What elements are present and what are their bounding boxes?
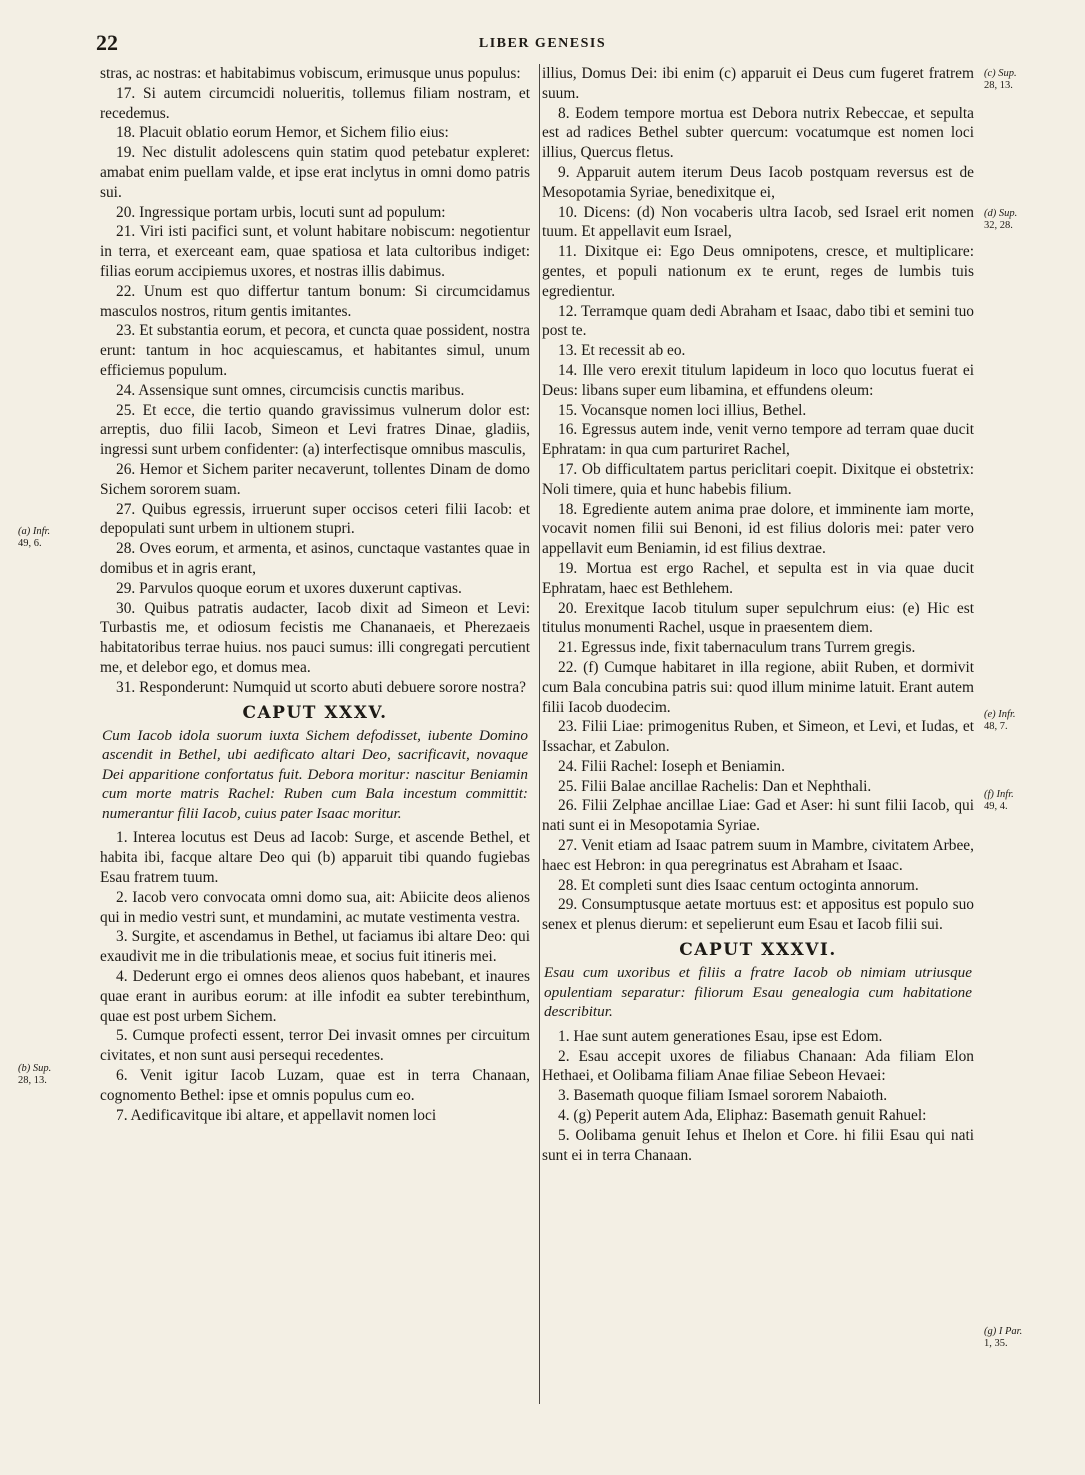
margin-note-c-label: (c) Sup. (984, 68, 1017, 79)
margin-note-d (984, 208, 1059, 232)
verse-35-19: 19. Mortua est ergo Rachel, et sepulta est in via quae ducit Ephratam, haec est Bethlehem. (542, 559, 974, 597)
verse-35-3: 3. Surgite, et ascendamus in Bethel, ut faciamus ibi altare Deo: qui exaudivit me in die tribulationis meae, et socius fuit itineris mei. (100, 928, 530, 966)
margin-note-b (18, 1063, 96, 1087)
verse-35-16: 16. Egressus autem inde, venit verno tempore ad terram quae ducit Ephratam: in qua cum parturiret Rachel, (542, 421, 974, 459)
margin-note-b-label: (b) Sup. (18, 1063, 52, 1074)
verse-34-19: 19. Nec distulit adolescens quin statim quod petebatur expleret: amabat enim puellam valde, et ipse erat inclytus in omni domo patris sui. (100, 144, 530, 201)
verse-34-20: 20. Ingressique portam urbis, locuti sunt ad populum: (116, 203, 446, 221)
margin-note-e (984, 709, 1059, 733)
verse-34-27: 27. Quibus egressis, irruerunt super occisos ceteri filii Iacob: et depopulati sunt urbem in ultionem stupri. (100, 500, 530, 538)
verse-34-25: 25. Et ecce, die tertio quando gravissimus vulnerum dolor est: arreptis, duo filii Iacob, Simeon et Levi fratres Dinae, gladiis, ingressi sunt urbem confidenter: (a) interfectisque omnibus masculis, (100, 401, 530, 459)
margin-note-e-ref: 48, 7. (984, 721, 1008, 732)
verse-36-3: 3. Basemath quoque filiam Ismael sororem Nabaioth. (558, 1087, 888, 1105)
chapter-summary-36: Esau cum uxoribus et filiis a fratre Iacob ob nimiam utriusque opulentiam separatur: filiorum Esau genealogia cum habitatione describitur. (544, 964, 972, 1021)
margin-note-d-ref: 32, 28. (984, 220, 1013, 231)
verse-35-14: 14. Ille vero erexit titulum lapideum in loco quo locutus fuerat ei Deus: libans super eum libamina, et effundens oleum: (542, 361, 974, 399)
verse-35-12: 12. Terramque quam dedi Abraham et Isaac, dabo tibi et semini tuo post te. (542, 302, 974, 340)
verse-35-22: 22. (f) Cumque habitaret in illa regione, abiit Ruben, et dormivit cum Bala concubina patris sui: quod illum minime latuit. Erant autem filii Iacob duodecim. (542, 658, 974, 716)
verse-34-17: 17. Si autem circumcidi nolueritis, tollemus filiam nostram, et recedemus. (100, 84, 530, 122)
verse-34-18: 18. Placuit oblatio eorum Hemor, et Sichem filio eius: (116, 124, 449, 142)
margin-note-c (984, 68, 1059, 92)
margin-note-e-label: (e) Infr. (984, 709, 1016, 720)
verse-35-11: 11. Dixitque ei: Ego Deus omnipotens, cresce, et multiplicare: gentes, et populi nationum ex te erunt, reges de lumbis tuis egredientur. (542, 243, 974, 300)
margin-note-d-label: (d) Sup. (984, 208, 1018, 219)
verse-35-6: 6. Venit igitur Iacob Luzam, quae est in terra Chanaan, cognomento Bethel: ipse et omnis populus cum eo. (100, 1067, 530, 1104)
verse-36-2: 2. Esau accepit uxores de filiabus Chanaan: Ada filiam Elon Hethaei, et Oolibama filiam Anae filiae Sebeon Hevaei: (542, 1047, 974, 1085)
margin-note-g-ref: 1, 35. (984, 1338, 1008, 1349)
margin-note-f (984, 789, 1059, 813)
running-title: LIBER GENESIS (478, 36, 607, 51)
verse-34-31: 31. Responderunt: Numquid ut scorto abuti debuere sorore nostra? (116, 678, 526, 696)
verse-35-8: 8. Eodem tempore mortua est Debora nutrix Rebeccae, et sepulta est ad radices Bethel subter quercum: vocatumque est nomen loci illius, Quercus fletus. (542, 104, 974, 162)
verse-34-30: 30. Quibus patratis audacter, Iacob dixit ad Simeon et Levi: Turbastis me, et odiosum fecistis me Chananaeis, et Pherezaeis habitatoribus terrae huius. nos pauci sumus: illi congregati percutient me, et delebor ego, et domus mea. (100, 599, 530, 676)
verse-34-22: 22. Unum est quo differtur tantum bonum: Si circumcidamus masculos nostros, ritum gentis imitantes. (100, 282, 530, 320)
verse-35-10: 10. Dicens: (d) Non vocaberis ultra Iacob, sed Israel erit nomen tuum. Et appellavit eum Israel, (542, 203, 974, 241)
verse-34-23: 23. Et substantia eorum, et pecora, et cuncta quae possident, nostra erunt: tantum in hoc acquiescamus, et habitantes simul, unum efficiemus populum. (100, 322, 530, 379)
verse-34-24: 24. Assensique sunt omnes, circumcisis cunctis maribus. (116, 381, 465, 399)
verse-35-15: 15. Vocansque nomen loci illius, Bethel. (558, 401, 807, 419)
verse-35-23: 23. Filii Liae: primogenitus Ruben, et Simeon, et Levi, et Iudas, et Issachar, et Zabulon. (542, 718, 974, 756)
verse-35-25: 25. Filii Balae ancillae Rachelis: Dan et Nephthali. (558, 777, 872, 795)
margin-note-c-ref: 28, 13. (984, 80, 1013, 91)
right-column (542, 64, 974, 1165)
verse-34-28: 28. Oves eorum, et armenta, et asinos, cunctaque vastantes quae in domibus et in agris erant, (100, 540, 530, 577)
verse-36-5: 5. Oolibama genuit Iehus et Ihelon et Core. hi filii Esau qui nati sunt ei in terra Chanaan. (542, 1126, 974, 1164)
verse-35-4: 4. Dederunt ergo ei omnes deos alienos quos habebant, et inaures quae erant in auribus eorum: at ille infodit ea subter terebinthum, quae est post urbem Sichem. (100, 968, 530, 1025)
verse-35-20: 20. Erexitque Iacob titulum super sepulchrum eius: (e) Hic est titulus monumenti Rachel, usque in praesentem diem. (542, 599, 974, 637)
left-column (100, 64, 530, 1125)
verse-35-27: 27. Venit etiam ad Isaac patrem suum in Mambre, civitatem Arbee, haec est Hebron: in qua peregrinatus est Abraham et Isaac. (542, 837, 974, 874)
verse-35-5: 5. Cumque profecti essent, terror Dei invasit omnes per circuitum civitates, et non sunt ausi persequi recedentes. (100, 1027, 530, 1065)
verse-36-1: 1. Hae sunt autem generationes Esau, ipse est Edom. (558, 1027, 883, 1045)
margin-note-a-label: (a) Infr. (18, 526, 51, 537)
verse-35-24: 24. Filii Rachel: Ioseph et Beniamin. (558, 757, 785, 775)
verse-continuation: stras, ac nostras: et habitabimus vobiscum, erimusque unus populus: (100, 65, 521, 82)
verse-35-21: 21. Egressus inde, fixit tabernaculum trans Turrem gregis. (558, 639, 916, 657)
verse-35-29: 29. Consumptusque aetate mortuus est: et appositus est populo suo senex et plenus dierum: et sepelierunt eum Esau et Iacob filii sui. (542, 896, 974, 934)
chapter-heading-36: CAPUT XXXVI. (679, 940, 837, 961)
margin-note-g-label: (g) I Par. (984, 1326, 1023, 1337)
verse-35-7-continuation: illius, Domus Dei: ibi enim (c) apparuit ei Deus cum fugeret fratrem suum. (542, 65, 974, 102)
margin-note-a-ref: 49, 6. (18, 538, 42, 549)
verse-35-17: 17. Ob difficultatem partus periclitari coepit. Dixitque ei obstetrix: Noli timere, quia et hunc habebis filium. (542, 460, 974, 498)
chapter-heading-35: CAPUT XXXV. (242, 702, 388, 723)
verse-35-9: 9. Apparuit autem iterum Deus Iacob postquam reversus est de Mesopotamia Syriae, benedixitque ei, (542, 163, 974, 201)
verse-34-21: 21. Viri isti pacifici sunt, et volunt habitare nobiscum: negotientur in terra, et exerceant eam, quae spatiosa et lata cultoribus indiget: filias eorum accipiemus uxores, et nostras illis dabimus. (100, 223, 530, 280)
margin-note-f-ref: 49, 4. (984, 801, 1008, 812)
verse-36-4: 4. (g) Peperit autem Ada, Eliphaz: Basemath genuit Rahuel: (558, 1107, 927, 1125)
verse-35-7: 7. Aedificavitque ibi altare, et appellavit nomen loci (116, 1106, 437, 1124)
margin-note-g (984, 1326, 1059, 1350)
verse-35-13: 13. Et recessit ab eo. (558, 342, 686, 360)
verse-35-28: 28. Et completi sunt dies Isaac centum octoginta annorum. (558, 876, 919, 894)
verse-34-29: 29. Parvulos quoque eorum et uxores duxerunt captivas. (116, 579, 462, 597)
margin-note-f-label: (f) Infr. (984, 789, 1014, 800)
page-number: 22 (96, 30, 118, 55)
verse-35-18: 18. Egrediente autem anima prae dolore, et imminente iam morte, vocavit nomen filii sui Benoni, id est filius doloris mei: pater vero appellavit eum Beniamin, id est filius dextrae. (542, 500, 974, 558)
margin-note-b-ref: 28, 13. (18, 1075, 47, 1086)
margin-note-a (18, 526, 96, 550)
verse-35-1: 1. Interea locutus est Deus ad Iacob: Surge, et ascende Bethel, et habita ibi, facque altare Deo qui (b) apparuit tibi quando fugiebas Esau fratrem tuum. (100, 829, 530, 887)
verse-35-26: 26. Filii Zelphae ancillae Liae: Gad et Aser: hi sunt filii Iacob, qui nati sunt ei in Mesopotamia Syriae. (542, 797, 974, 835)
column-divider (539, 64, 540, 1404)
chapter-summary-35: Cum Iacob idola suorum iuxta Sichem defodisset, iubente Domino ascendit in Bethel, ubi aedificato altari Deo, sacrificavit, novaque Dei apparitione confortatus fuit. Debora moritur: nascitur Beniamin cum morte matris Rachel: Ruben cum Bala incestum committit: numerantur filii Iacob, cuius pater Isaac moritur. (102, 726, 528, 822)
verse-34-26: 26. Hemor et Sichem pariter necaverunt, tollentes Dinam de domo Sichem sororem suam. (100, 460, 530, 498)
verse-35-2: 2. Iacob vero convocata omni domo sua, ait: Abiicite deos alienos qui in medio vestri sunt, et mundamini, ac mutate vestimenta vestra. (100, 888, 530, 926)
